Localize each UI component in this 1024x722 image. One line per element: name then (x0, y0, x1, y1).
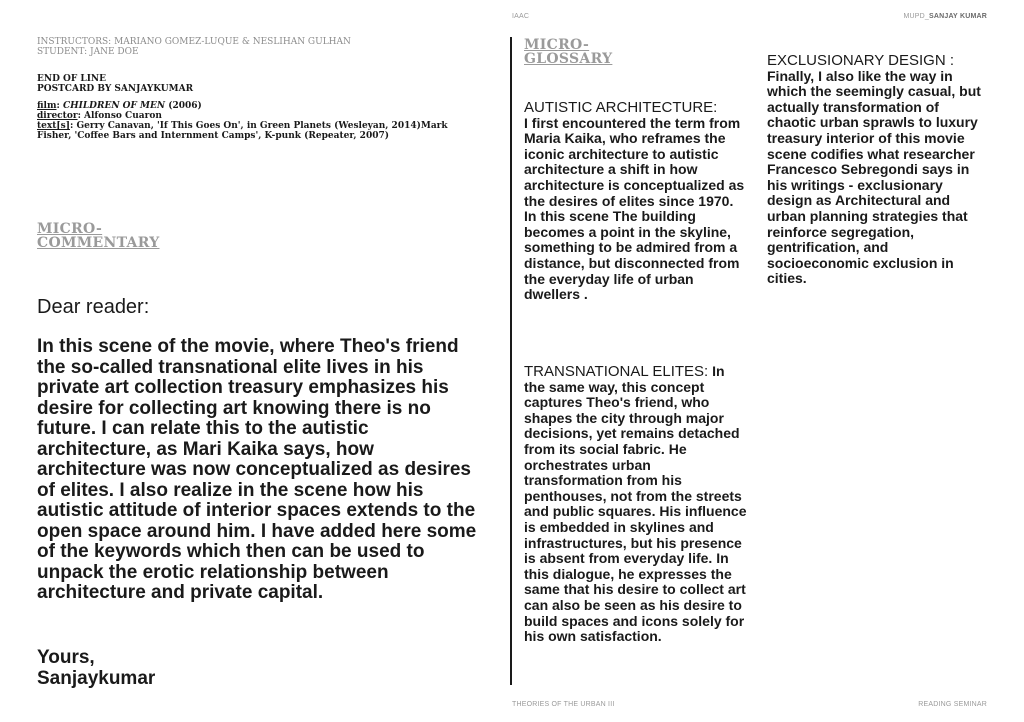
course-info (37, 37, 457, 141)
director-line: director: Alfonso Cuaron (37, 111, 162, 121)
instructors-line: INSTRUCTORS: MARIANO GOMEZ-LUQUE & NESLIHAN GULHAN (37, 37, 351, 47)
glossary-term-exclusionary: EXCLUSIONARY DESIGN : (767, 52, 955, 69)
footer-course-label: THEORIES OF THE URBAN III (512, 701, 615, 708)
glossary-body-transnational: In the same way, this concept captures Theo's friend, who shapes the city through major decisions, yet remains detached from its social fabric. He orchestrates urban transformation from his penthouses, not from the streets and public squares. His influence is embedded in skylines and infrastructures, but his presence is absent from everyday life. In this dialogue, he expresses the same that his desire to collect art can also be seen as his desire to build spaces and icons solely for his own satisfaction. (524, 363, 747, 645)
glossary-heading-line1: MICRO- (524, 37, 590, 53)
texts-label: text[s] (37, 121, 70, 131)
header-author-prefix: MUPD_ (903, 13, 929, 20)
postcard-author-label: POSTCARD BY SANJAYKUMAR (37, 84, 194, 94)
student-line: STUDENT: JANE DOE (37, 47, 139, 57)
commentary-heading-line1: MICRO- (37, 221, 103, 237)
commentary-heading-line2: COMMENTARY (37, 235, 160, 251)
footer-seminar-label: READING SEMINAR (918, 701, 987, 708)
glossary-term-transnational: TRANSNATIONAL ELITES: (524, 363, 709, 380)
film-line: film: CHILDREN OF MEN (2006) (37, 101, 202, 111)
glossary-term-autistic: AUTISTIC ARCHITECTURE: (524, 99, 718, 116)
film-label: film (37, 101, 57, 111)
glossary-body-exclusionary: Finally, I also like the way in which the seemingly casual, but actually transformation of chaotic urban sprawls to luxury treasury interior of this movie scene codifies what researcher Francesco Sebregondi says in his writings - exclusionary design as Architectural and urban planning strategies that reinforce segregation, gentrification, and socioeconomic exclusion in cities. (767, 67, 981, 287)
commentary-greeting: Dear reader: (37, 296, 150, 318)
texts-line: text[s]: Gerry Canavan, 'If This Goes On', in Green Planets (Wesleyan, 2014)Mark Fisher, 'Coffee Bars and Internment Camps', K-punk (Repeater, 2007) (37, 121, 448, 141)
texts-value: Gerry Canavan, 'If This Goes On', in Green Planets (Wesleyan, 2014)Mark Fisher, 'Coffee Bars and Internment Camps', K-punk (Repeater, 2007) (37, 121, 448, 141)
commentary-heading (37, 222, 160, 250)
commentary-body: In this scene of the movie, where Theo's friend the so-called transnational elite lives in his private art collection treasury emphasizes his desire for collecting art knowing there is no future. I can relate this to the autistic architecture, as Mari Kaika says, how architecture was now conceptualized as desires of elites. I also realize in the scene how his autistic attitude of interior spaces extends to the open space around him. I have added here some of the keywords which then can be used to unpack the erotic relationship between architecture and private capital. (37, 336, 477, 603)
signoff-line2: Sanjaykumar (37, 667, 156, 689)
film-title: CHILDREN OF MEN (62, 101, 166, 111)
glossary-heading (524, 38, 612, 66)
film-year: (2006) (168, 101, 202, 111)
header-center-label: IAAC (512, 13, 530, 20)
glossary-heading-line2: GLOSSARY (524, 51, 613, 67)
glossary-entry-exclusionary (767, 53, 987, 287)
signoff-line1: Yours, (37, 647, 95, 668)
glossary-body-autistic: I first encountered the term from Maria Kaika, who reframes the iconic architecture to autistic architecture a shift in how architecture is conceptualized as the desires of elites since 1970. In this scene The building becomes a point in the skyline, something to be admired from a distance, but disconnected from the everyday life of urban dwellers . (524, 114, 745, 303)
column-divider (510, 37, 512, 685)
end-of-line-label: END OF LINE (37, 74, 107, 84)
director-name: Alfonso Cuaron (84, 111, 162, 121)
header-author (903, 13, 987, 20)
glossary-entry-autistic (524, 100, 749, 303)
commentary-signoff (37, 648, 155, 689)
director-label: director (37, 111, 78, 121)
glossary-entry-transnational (524, 364, 749, 645)
header-author-name: SANJAY KUMAR (928, 13, 987, 20)
postcard-title-block (37, 74, 457, 94)
film-credits (37, 101, 457, 141)
